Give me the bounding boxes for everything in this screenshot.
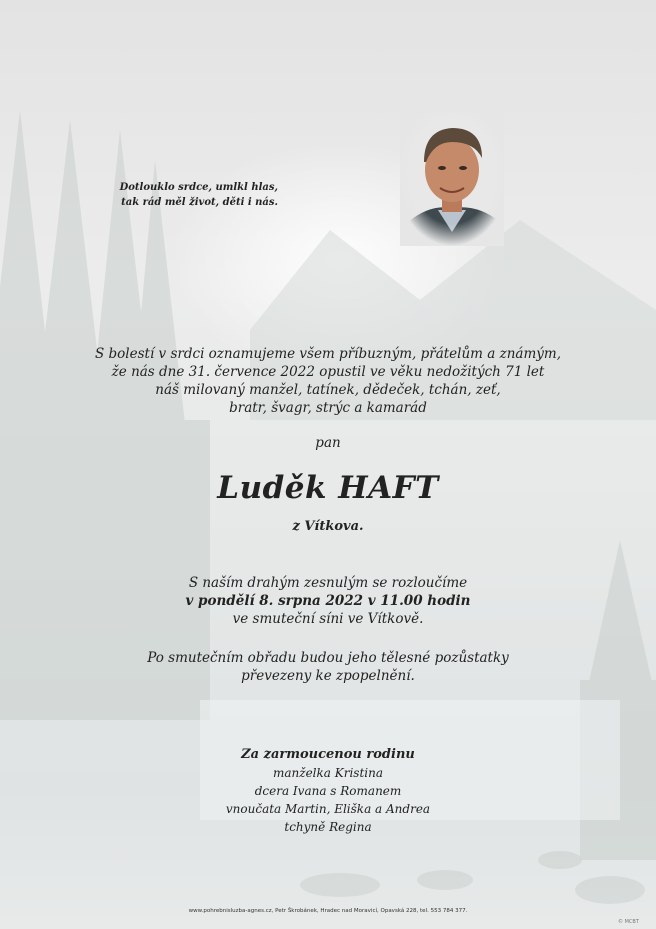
farewell-line-1: S naším drahým zesnulým se rozloučíme [188, 575, 468, 591]
motto-line-2: tak rád měl život, děti i nás. [121, 197, 278, 208]
farewell-info [0, 574, 656, 628]
announcement-line: náš milovaný manžel, tatínek, dědeček, tchán, zeť, [155, 382, 501, 398]
cremation-line-2: převezeny ke zpopelnění. [241, 668, 415, 684]
announcement-line: S bolestí v srdci oznamujeme všem příbuzným, přátelům a známým, [94, 346, 561, 362]
cremation-line-1: Po smutečním obřadu budou jeho tělesné pozůstatky [147, 650, 509, 666]
family-member: manželka Kristina [272, 766, 383, 780]
family-signature [0, 746, 656, 836]
funeral-service-footer: www.pohrebnisluzba-agnes.cz, Petr Škrobánek, Hradec nad Moravicí, Opavská 228, tel. 553 784 377. [188, 908, 468, 914]
announcement-line: bratr, švagr, strýc a kamarád [229, 400, 427, 416]
memorial-motto [118, 180, 278, 210]
cremation-info [0, 649, 656, 685]
copyright-mark: © MCBT [618, 919, 639, 925]
deceased-name: Luděk HAFT [217, 470, 439, 506]
motto-line-1: Dotlouklo srdce, umlkl hlas, [119, 182, 278, 193]
announcement-text [0, 345, 656, 417]
honorific: pan [315, 435, 341, 451]
family-heading: Za zarmoucenou rodinu [241, 747, 415, 762]
announcement-line: že nás dne 31. července 2022 opustil ve věku nedožitých 71 let [111, 364, 545, 380]
family-member: tchyně Regina [284, 820, 372, 834]
portrait-photo [400, 112, 504, 246]
family-member: dcera Ivana s Romanem [254, 784, 402, 798]
farewell-date-time: v pondělí 8. srpna 2022 v 11.00 hodin [185, 593, 471, 609]
family-member: vnoučata Martin, Eliška a Andrea [225, 802, 431, 816]
deceased-origin: z Vítkova. [292, 519, 364, 534]
farewell-location: ve smuteční síni ve Vítkově. [232, 611, 424, 627]
